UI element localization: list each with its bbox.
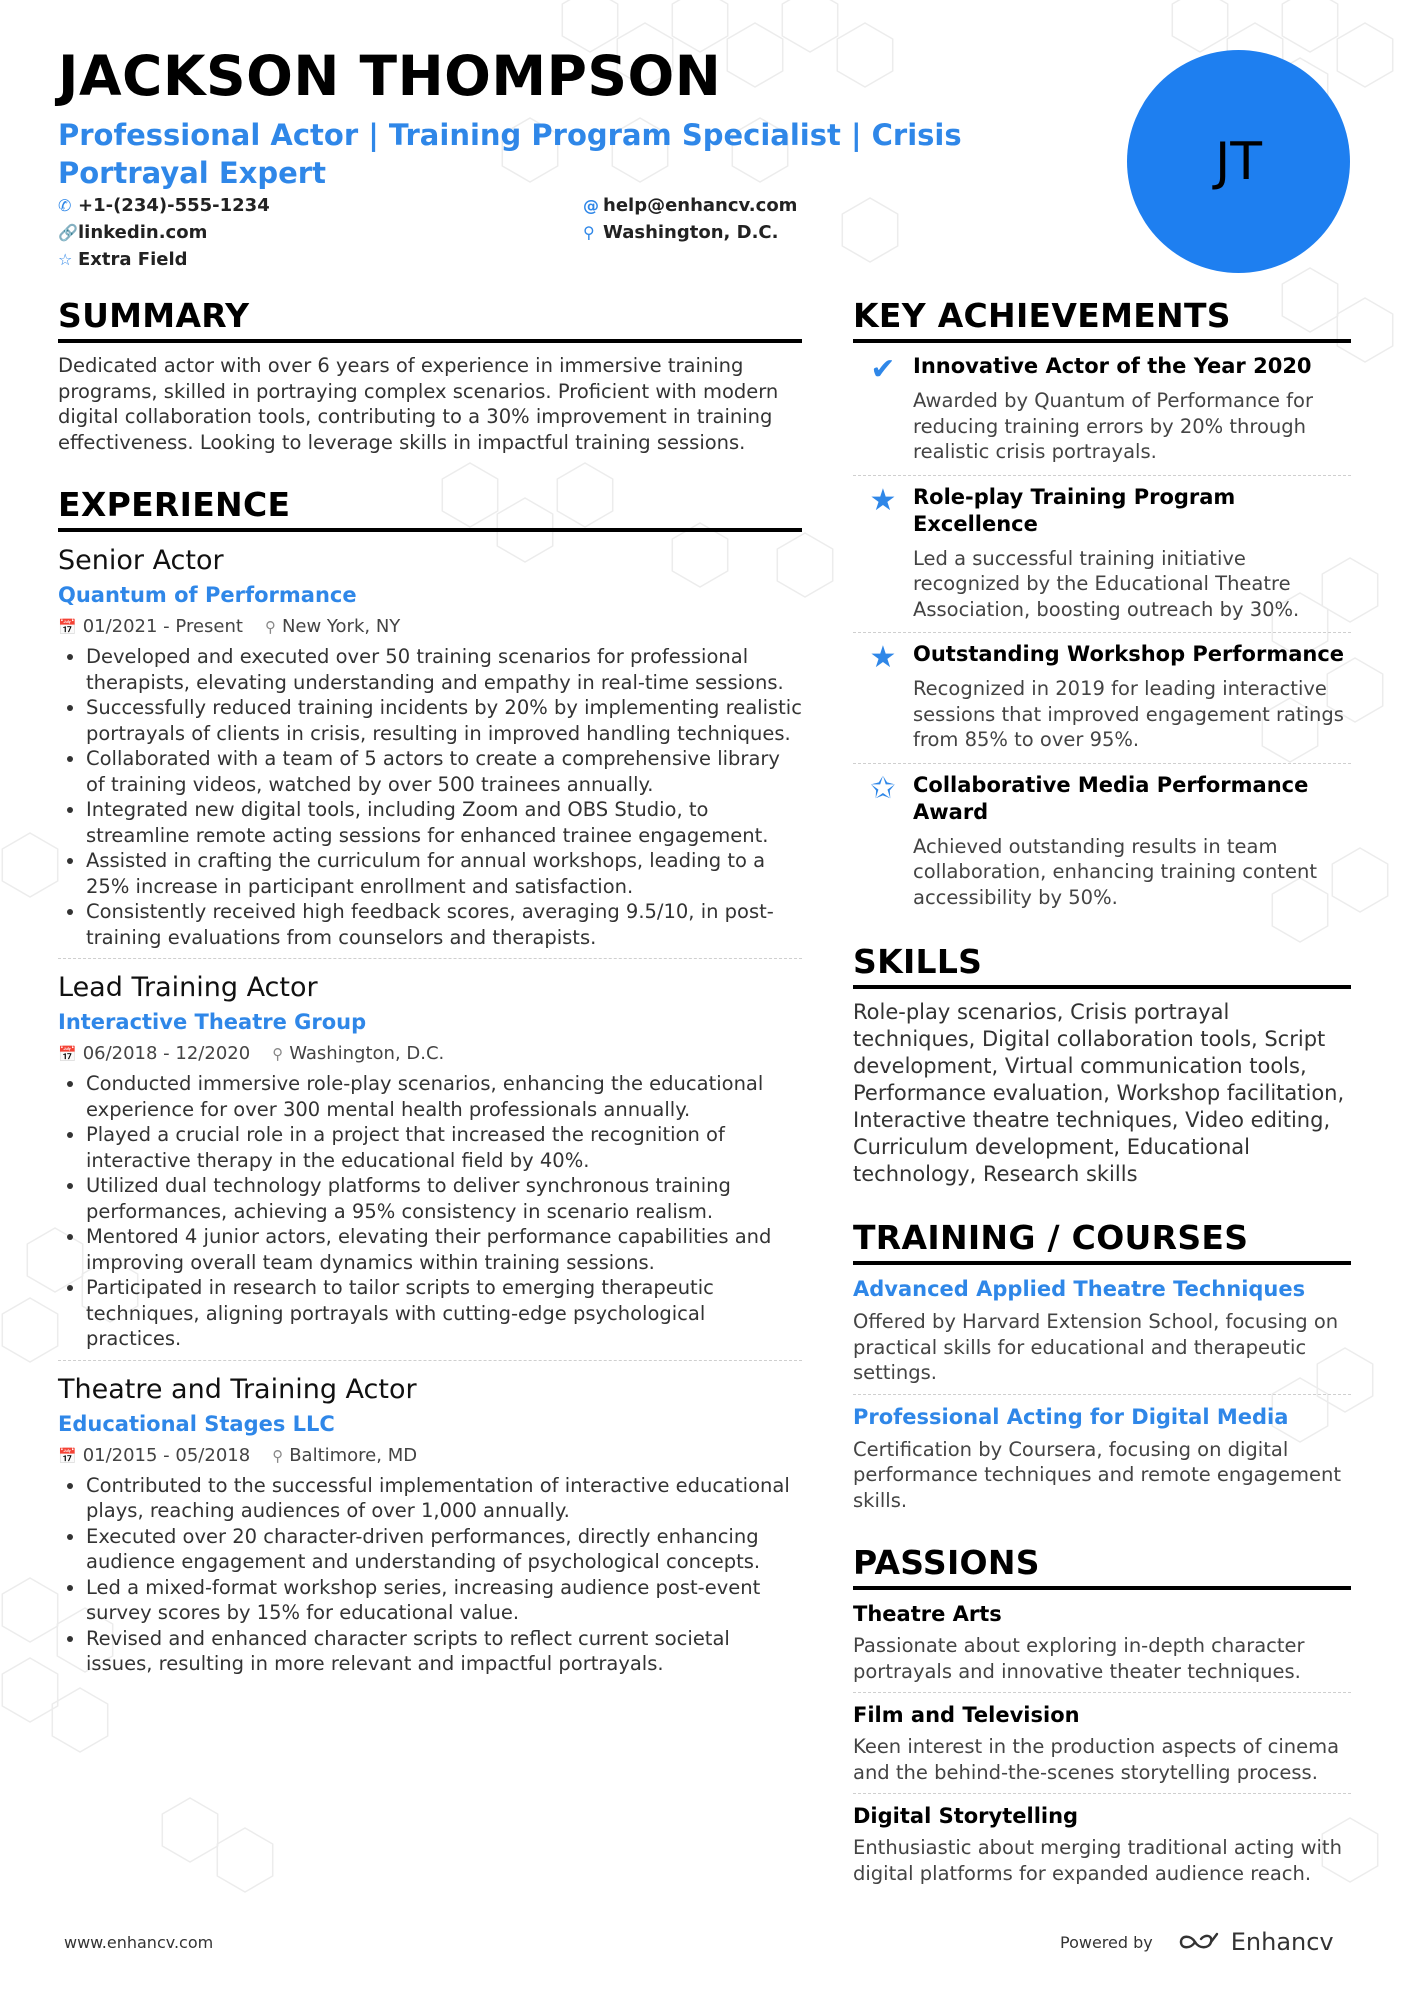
achievement-title: Collaborative Media Performance Award: [913, 772, 1309, 824]
bullet-item: • Successfully reduced training incidents by 20% by implementing realistic portrayals of clients in crisis, resulting in improved handling techniques.: [86, 695, 802, 746]
bullet-item: • Utilized dual technology platforms to deliver synchronous training performances, achieving a 95% consistency in scenario realism.: [86, 1173, 802, 1224]
bullet-item: • Contributed to the successful implementation of interactive educational plays, reaching audiences of over 1,000 annually.: [86, 1473, 802, 1524]
footer-website[interactable]: www.enhancv.com: [64, 1933, 214, 1952]
passion-title: Theatre Arts: [853, 1602, 1002, 1626]
contact-email[interactable]: @ help@enhancv.com: [583, 195, 798, 216]
section-title-skills: SKILLS: [853, 942, 1351, 989]
course-title: Professional Acting for Digital Media: [853, 1404, 1289, 1429]
avatar: JT: [1127, 50, 1350, 273]
achievement-title: Outstanding Workshop Performance: [913, 642, 1345, 666]
passion-desc: Keen interest in the production aspects of cinema and the behind-the-scenes storytelling process.: [853, 1735, 1340, 1784]
bullet-item: • Executed over 20 character-driven performances, directly enhancing audience engagement and understanding of psychological concepts.: [86, 1524, 802, 1575]
job-entry: [58, 544, 802, 959]
bullet-item: • Revised and enhanced character scripts to reflect current societal issues, resulting in more relevant and impactful portrayals.: [86, 1626, 802, 1677]
job-bullets: [58, 1473, 802, 1677]
location-pin-icon: ⚲: [583, 223, 595, 242]
experience-section: [58, 485, 802, 1677]
section-title-training: TRAINING / COURSES: [853, 1218, 1351, 1265]
job-title: Theatre and Training Actor: [58, 1373, 417, 1405]
divider: [853, 475, 1351, 476]
star-outline-icon: ✩: [870, 770, 896, 806]
section-title-passions: PASSIONS: [853, 1543, 1351, 1590]
job-entry: [58, 1373, 802, 1677]
passion-item: [853, 1802, 1351, 1886]
right-column: [853, 296, 1351, 1886]
job-meta: 📅 01/2021 - Present ⚲ New York, NY: [58, 616, 401, 637]
job-bullets: [58, 644, 802, 950]
calendar-icon: 📅: [58, 618, 77, 636]
brand-name: Enhancv: [1230, 1928, 1334, 1956]
star-outline-icon: ☆: [58, 250, 73, 269]
passion-title: Film and Television: [853, 1703, 1080, 1727]
course-desc: Certification by Coursera, focusing on digital performance techniques and remote engagement skills.: [853, 1437, 1341, 1512]
bullet-item: • Collaborated with a team of 5 actors to create a comprehensive library of training videos, watched by over 500 trainees annually.: [86, 746, 802, 797]
divider: [853, 1793, 1351, 1794]
passion-title: Digital Storytelling: [853, 1804, 1079, 1828]
achievement-title: Innovative Actor of the Year 2020: [913, 354, 1312, 378]
job-company: Quantum of Performance: [58, 583, 357, 607]
job-bullets: [58, 1071, 802, 1352]
candidate-headline: Professional Actor | Training Program Specialist | Crisis Portrayal Expert: [58, 118, 962, 190]
summary-section: [58, 296, 802, 455]
passions-section: [853, 1543, 1351, 1886]
achievement-item: [853, 641, 1351, 761]
divider: [853, 1692, 1351, 1693]
divider: [853, 632, 1351, 633]
course-item: [853, 1403, 1351, 1514]
divider: [58, 1360, 802, 1361]
job-company: Interactive Theatre Group: [58, 1010, 367, 1034]
location-pin-icon: ⚲: [272, 1045, 284, 1063]
course-title: Advanced Applied Theatre Techniques: [853, 1277, 1306, 1301]
contact-phone: ✆ +1-(234)-555-1234: [58, 195, 270, 216]
contact-linkedin[interactable]: 🔗linkedin.com: [58, 222, 208, 243]
enhancv-logo-icon: [1177, 1930, 1221, 1954]
check-icon: ✔: [870, 352, 896, 387]
course-item: [853, 1275, 1351, 1386]
candidate-name: JACKSON THOMPSON: [58, 44, 722, 108]
achievement-desc: Recognized in 2019 for leading interactive sessions that improved engagement ratings from 85% to over 95%.: [913, 677, 1344, 751]
bullet-item: • Consistently received high feedback scores, averaging 9.5/10, in post-training evaluations from counselors and therapists.: [86, 899, 802, 950]
phone-icon: ✆: [58, 196, 72, 215]
link-icon: 🔗: [58, 223, 78, 242]
section-title-experience: EXPERIENCE: [58, 485, 802, 532]
bullet-item: • Mentored 4 junior actors, elevating their performance capabilities and improving overall team dynamics within training sessions.: [86, 1224, 802, 1275]
powered-by-label: Powered by: [1060, 1932, 1153, 1952]
job-title: Senior Actor: [58, 545, 224, 576]
achievement-title: Role-play Training Program Excellence: [913, 484, 1236, 536]
job-entry: [58, 971, 802, 1361]
section-title-summary: SUMMARY: [58, 296, 802, 343]
bullet-item: • Participated in research to tailor scripts to emerging therapeutic techniques, aligning portrayals with cutting-edge psychological practices.: [86, 1275, 802, 1352]
job-title: Lead Training Actor: [58, 972, 318, 1003]
achievement-desc: Achieved outstanding results in team collaboration, enhancing training content accessibility by 50%.: [913, 834, 1317, 909]
location-pin-icon: ⚲: [264, 618, 276, 636]
calendar-icon: 📅: [58, 1045, 77, 1063]
bullet-item: • Led a mixed-format workshop series, increasing audience post-event survey scores by 15% for educational value.: [86, 1575, 802, 1626]
contact-location: ⚲ Washington, D.C.: [583, 222, 779, 243]
location-pin-icon: ⚲: [272, 1446, 284, 1465]
training-section: [853, 1218, 1351, 1513]
divider: [853, 1394, 1351, 1395]
bullet-item: • Conducted immersive role-play scenarios, enhancing the educational experience for over 300 mental health professionals annually.: [86, 1071, 802, 1122]
achievement-item: [853, 772, 1351, 919]
bullet-item: • Integrated new digital tools, including Zoom and OBS Studio, to streamline remote acting sessions for enhanced trainee engagement.: [86, 797, 802, 848]
star-icon: ★: [869, 482, 897, 518]
passion-desc: Enthusiastic about merging traditional acting with digital platforms for expanded audience reach.: [853, 1836, 1342, 1885]
job-meta: 📅 06/2018 - 12/2020 ⚲ Washington, D.C.: [58, 1043, 445, 1064]
achievement-item: [853, 484, 1351, 631]
bullet-item: • Developed and executed over 50 training scenarios for professional therapists, elevating understanding and empathy in real-time sessions.: [86, 644, 802, 695]
contact-extra: ☆ Extra Field: [58, 249, 188, 270]
achievement-item: [853, 353, 1351, 473]
section-title-achievements: KEY ACHIEVEMENTS: [853, 296, 1351, 343]
passion-desc: Passionate about exploring in-depth character portrayals and innovative theater techniques.: [853, 1634, 1305, 1683]
summary-text: Dedicated actor with over 6 years of experience in immersive training programs, skilled in portraying complex scenarios. Proficient with modern digital collaboration tools, contributing to a 30% improvement in training effectiveness. Looking to leverage skills in impactful training sessions.: [58, 354, 779, 454]
divider: [58, 958, 802, 959]
passion-item: [853, 1600, 1351, 1684]
bullet-item: • Assisted in crafting the curriculum for annual workshops, leading to a 25% increase in participant enrollment and satisfaction.: [86, 848, 802, 899]
achievement-desc: Led a successful training initiative recognized by the Educational Theatre Association, boosting outreach by 30%.: [913, 546, 1300, 621]
bullet-item: • Played a crucial role in a project that increased the recognition of interactive therapy in the educational field by 40%.: [86, 1122, 802, 1173]
passion-item: [853, 1701, 1351, 1785]
skills-text: Role-play scenarios, Crisis portrayal techniques, Digital collaboration tools, Script development, Virtual communication tools, Performance evaluation, Workshop facilitation, Interactive theatre techniques, Video editing, Curriculum development, Educational technology, Research skills: [853, 1000, 1345, 1186]
achievement-desc: Awarded by Quantum of Performance for reducing training errors by 20% through realistic crisis portrayals.: [913, 389, 1313, 463]
job-company: Educational Stages LLC: [58, 1411, 335, 1436]
achievements-section: [853, 296, 1351, 918]
left-column: [58, 296, 802, 1677]
job-meta: 📅 01/2015 - 05/2018 ⚲ Baltimore, MD: [58, 1444, 418, 1466]
course-desc: Offered by Harvard Extension School, focusing on practical skills for educational and therapeutic settings.: [853, 1310, 1339, 1384]
star-icon: ★: [869, 640, 897, 675]
skills-section: [853, 942, 1351, 1188]
footer-powered-by[interactable]: [1060, 1928, 1334, 1956]
divider: [853, 763, 1351, 764]
calendar-icon: 📅: [58, 1446, 77, 1465]
at-icon: @: [583, 196, 599, 215]
